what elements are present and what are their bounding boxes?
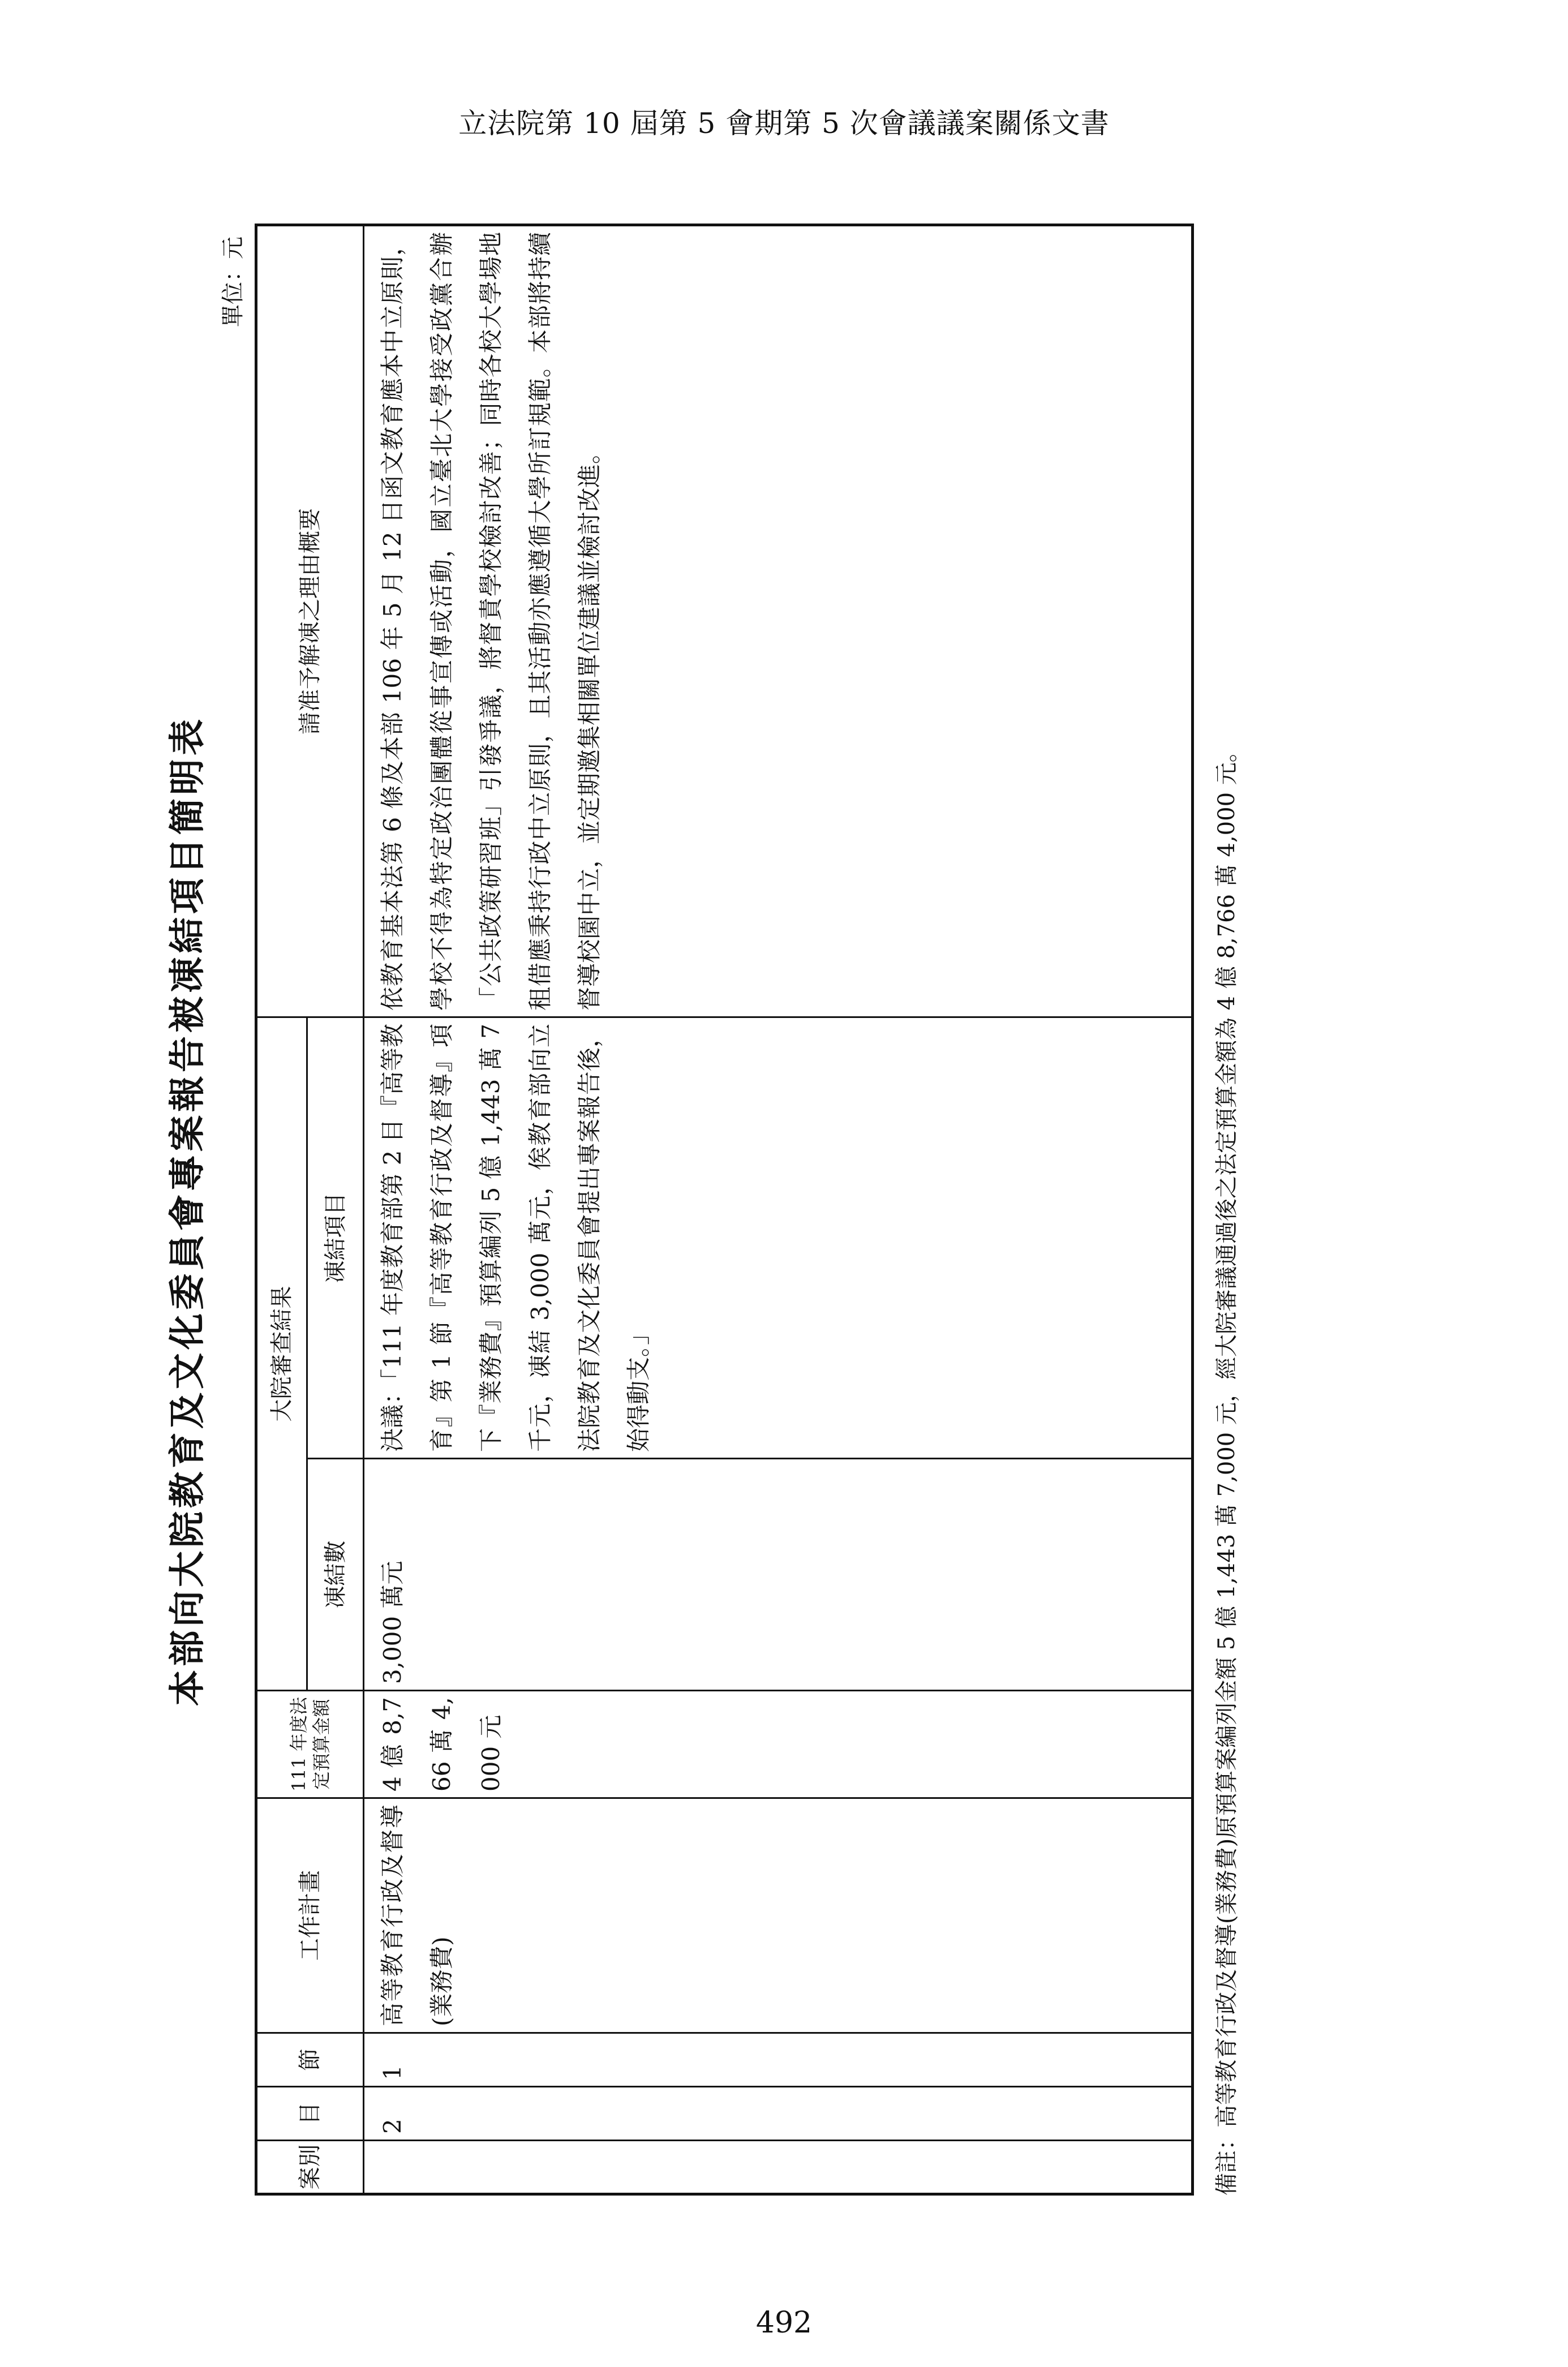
header-jie: 節 — [256, 2033, 364, 2087]
page-number: 492 — [755, 2306, 813, 2340]
running-header: 立法院第 10 屆第 5 會期第 5 次會議議案關係文書 — [458, 107, 1110, 140]
document-title: 本部向大院教育及文化委員會專案報告被凍結項目簡明表 — [166, 716, 209, 1706]
cell-release-reason: 依教育基本法第 6 條及本部 106 年 5 月 12 日函文教育應本中立原則，學校不得為特定政治團體從事宣傳或活動，國立臺北大學接受政黨合辦「公共政策研習班」引發爭議，將督責學校檢討改善；同時各校大學場地租借應秉持行政中立原則，且其活動亦應遵循大學所訂規範。本部將持續督導校園中立，並定期邀集相關單位建議並檢討改進。 — [364, 225, 1193, 1017]
header-release-reason: 請准予解凍之理由概要 — [256, 225, 364, 1017]
cell-frozen-amount: 3,000 萬元 — [364, 1459, 1193, 1691]
table-row — [364, 225, 1193, 2194]
rotated-table-page — [147, 226, 1426, 2196]
cell-mu: 2 — [364, 2087, 1193, 2141]
header-budget-111: 111 年度法定預算金額 — [256, 1691, 364, 1798]
header-mu: 目 — [256, 2087, 364, 2141]
cell-frozen-item: 決議：「111 年度教育部第 2 目『高等教育』第 1 節『高等教育行政及督導』項下『業務費』預算編列 5 億 1,443 萬 7 千元，凍結 3,000 萬元，俟教育部向立法院教育及文化委員會提出專案報告後，始得動支。」 — [364, 1017, 1193, 1459]
table-header-row — [256, 225, 307, 2194]
cell-work-plan: 高等教育行政及督導(業務費) — [364, 1798, 1193, 2033]
header-review-result: 大院審查結果 — [256, 1017, 307, 1691]
cell-jie: 1 — [364, 2033, 1193, 2087]
cell-budget-111: 4 億 8,766 萬 4,000 元 — [364, 1691, 1193, 1798]
frozen-items-table — [255, 224, 1194, 2196]
footnote: 備註：高等教育行政及督導(業務費)原預算案編列金額 5 億 1,443 萬 7,000 元，經大院審議通過後之法定預算金額為 4 億 8,766 萬 4,000 元。 — [1214, 740, 1240, 2196]
header-frozen-amount: 凍結數 — [307, 1459, 364, 1691]
unit-label: 單位：元 — [220, 237, 246, 327]
header-work-plan: 工作計畫 — [256, 1798, 364, 2033]
header-frozen-item: 凍結項目 — [307, 1017, 364, 1459]
header-case-category: 案別 — [256, 2141, 364, 2194]
cell-case-category — [364, 2141, 1193, 2194]
